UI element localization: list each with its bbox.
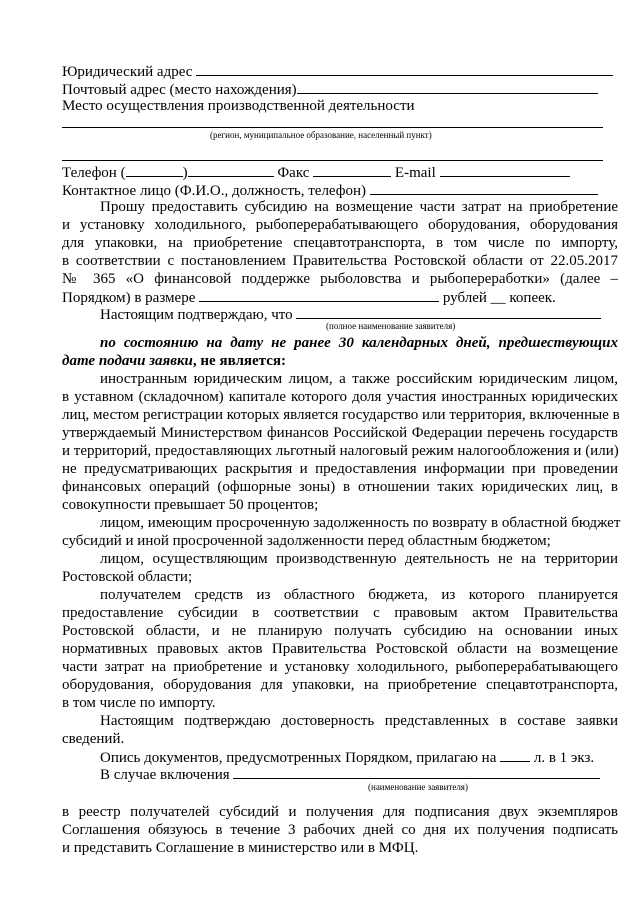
status-line-2-emphasis: дате подачи заявки <box>62 353 193 369</box>
fax-field[interactable] <box>313 163 391 177</box>
condition-line: Ростовской области; <box>62 569 193 585</box>
activity-place-field[interactable] <box>62 127 603 128</box>
inventory-pages-field[interactable] <box>500 748 530 762</box>
condition-line: субсидий и иной просроченной задолженности перед областным бюджетом; <box>62 533 551 549</box>
email-field[interactable] <box>440 163 570 177</box>
activity-place-label: Место осуществления производственной деятельности <box>62 98 415 114</box>
request-line: № 365 «О финансовой поддержке рыболовства и рыбопереработки» (далее – <box>62 271 618 287</box>
confirm-text: Настоящим подтверждаю, что <box>100 307 293 323</box>
condition-line: оборудования, оборудования для упаковки, на приобретение спецавтотранспорта, <box>62 677 618 693</box>
inclusion-hint: (наименование заявителя) <box>368 782 468 792</box>
contacts-row <box>62 163 618 182</box>
status-line-2 <box>62 352 618 370</box>
legal-address-row <box>62 62 618 81</box>
amount-prefix: Порядком) в размере <box>62 290 196 306</box>
condition-line: лицом, осуществляющим производственную деятельность не на территории <box>100 551 618 567</box>
amount-suffix: рублей __ копеек. <box>442 290 556 306</box>
condition-line: лиц, местом регистрации которых является государство или территория, включенные в <box>62 407 620 423</box>
condition-line: не предусматривающих раскрытия и предоставления информации при проведении <box>62 461 618 477</box>
phone-field[interactable] <box>188 163 274 177</box>
closing-line: Соглашения обязуюсь в течение 3 рабочих дней со дня их получения подписать <box>62 822 618 838</box>
status-line-1: по состоянию на дату не ранее 30 календарных дней, предшествующих <box>100 335 618 351</box>
reliability-line: Настоящим подтверждаю достоверность представленных в составе заявки <box>100 713 618 729</box>
condition-line: части затрат на приобретение и установку холодильного, рыбоперерабатывающего <box>62 659 618 675</box>
fax-label: Факс <box>277 165 310 181</box>
applicant-hint: (полное наименование заявителя) <box>326 321 456 331</box>
phone-label: Телефон ( <box>62 165 126 181</box>
request-line: и установку холодильного, рыбоперерабатывающего оборудования, оборудования <box>62 217 618 233</box>
contact-person-label: Контактное лицо (Ф.И.О., должность, телефон) <box>62 183 367 199</box>
condition-line: предоставление субсидии в соответствии с правовым актом Правительства <box>62 605 618 621</box>
condition-line: нормативных правовых актов Правительства Ростовской области на возмещение <box>62 641 618 657</box>
condition-line: иностранным юридическим лицом, а также российским юридическим лицом, <box>100 371 618 387</box>
email-label: E-mail <box>394 165 436 181</box>
amount-field[interactable] <box>199 288 439 302</box>
closing-line: и представить Соглашение в министерство или в МФЦ. <box>62 840 419 856</box>
phone-code-field[interactable] <box>126 163 183 177</box>
condition-line: в уставном (складочном) капитале которого доля участия иностранных юридических <box>62 389 618 405</box>
condition-line: финансовых операций (офшорные зоны) в отношении таких юридических лиц, в <box>62 479 618 495</box>
postal-address-label: Почтовый адрес (место нахождения) <box>62 82 297 98</box>
condition-line: совокупности превышает 50 процентов; <box>62 497 319 513</box>
postal-address-field[interactable] <box>297 80 598 94</box>
condition-line: лицом, имеющим просроченную задолженность по возврату в областной бюджет <box>100 515 621 531</box>
condition-line: и территорий, предоставляющих льготный налоговый режим налогообложения и (или) <box>62 443 619 459</box>
applicant-name-field[interactable] <box>296 305 601 319</box>
condition-line: в том числе по импорту. <box>62 695 216 711</box>
request-line: в соответствии с постановлением Правительства Ростовской области от 22.05.2017 <box>62 253 618 269</box>
inventory-suffix: л. в 1 экз. <box>533 750 595 766</box>
condition-line: Ростовской области, и не планирую получать субсидию на основании иных <box>62 623 618 639</box>
legal-address-label: Юридический адрес <box>62 64 193 80</box>
closing-line: в реестр получателей субсидий и получения для подписания двух экземпляров <box>62 804 618 820</box>
request-line: Прошу предоставить субсидию на возмещение части затрат на приобретение <box>100 199 618 215</box>
reliability-line: сведений. <box>62 731 125 747</box>
inclusion-row <box>100 765 618 784</box>
contact-person-field[interactable] <box>370 181 598 195</box>
inventory-prefix: Опись документов, предусмотренных Порядком, прилагаю на <box>100 750 497 766</box>
inclusion-applicant-field[interactable] <box>233 765 600 779</box>
status-line-2-tail: , не является: <box>192 353 286 369</box>
inclusion-text: В случае включения <box>100 767 230 783</box>
condition-line: утверждаемый Министерством финансов Российской Федерации перечень государств <box>62 425 618 441</box>
request-line: для упаковки, на приобретение спецавтотранспорта, в том числе по импорту, <box>62 235 618 251</box>
activity-place-field-2[interactable] <box>62 160 603 161</box>
condition-line: получателем средств из областного бюджета, из которого планируется <box>100 587 618 603</box>
phone-close: ) <box>182 165 188 181</box>
legal-address-field[interactable] <box>196 62 613 76</box>
region-hint: (регион, муниципальное образование, населенный пункт) <box>210 130 432 140</box>
